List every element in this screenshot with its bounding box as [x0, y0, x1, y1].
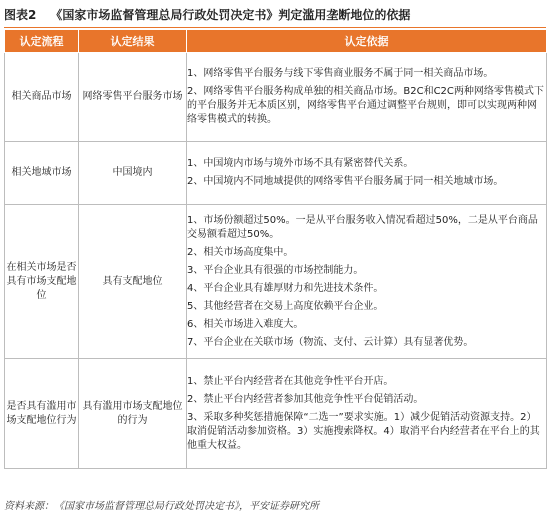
- table-row: [5, 359, 547, 469]
- basis-cell: [187, 359, 547, 469]
- basis-item: 3、平台企业具有很强的市场控制能力。: [187, 264, 364, 276]
- result-cell: 网络零售平台服务市场: [79, 53, 187, 142]
- table-header-row: [5, 30, 547, 53]
- figure-title-text: 《国家市场监督管理总局行政处罚决定书》判定滥用垄断地位的依据: [50, 8, 411, 22]
- basis-item: 1、市场份额超过50%。一是从平台服务收入情况看超过50%，二是从平台商品交易额看超过50%。: [187, 214, 538, 240]
- basis-item: 4、平台企业具有雄厚财力和先进技术条件。: [187, 282, 384, 294]
- table-row: [5, 142, 547, 205]
- basis-item: 2、相关市场高度集中。: [187, 246, 294, 258]
- basis-item: 1、禁止平台内经营者在其他竞争性平台开店。: [187, 375, 394, 387]
- table-row: [5, 53, 547, 142]
- basis-item: 5、其他经营者在交易上高度依赖平台企业。: [187, 300, 384, 312]
- basis-item: 2、中国境内不同地域提供的网络零售平台服务属于同一相关地域市场。: [187, 176, 504, 187]
- basis-item: 3、采取多种奖惩措施保障“二选一”要求实施。1）减少促销活动资源支持。2）取消促销活动参加资格。3）实施搜索降权。4）取消平台内经营者在平台上的其他重大权益。: [187, 411, 540, 451]
- header-process: 认定流程: [5, 30, 79, 53]
- process-cell: 是否具有滥用市场支配地位行为: [5, 359, 79, 469]
- process-cell: 在相关市场是否具有市场支配地位: [5, 205, 79, 359]
- basis-cell: [187, 142, 547, 205]
- basis-cell: [187, 205, 547, 359]
- result-cell: 具有支配地位: [79, 205, 187, 359]
- process-cell: 相关地域市场: [5, 142, 79, 205]
- basis-cell: [187, 53, 547, 142]
- process-cell: 相关商品市场: [5, 53, 79, 142]
- header-result: 认定结果: [79, 30, 187, 53]
- source-note: 资料来源：《国家市场监督管理总局行政处罚决定书》，平安证券研究所: [4, 501, 319, 512]
- title-divider: [4, 27, 546, 28]
- figure-title: [4, 4, 546, 26]
- basis-item: 7、平台企业在关联市场（物流、支付、云计算）具有显著优势。: [187, 336, 474, 348]
- basis-item: 1、网络零售平台服务与线下零售商业服务不属于同一相关商品市场。: [187, 68, 494, 79]
- table-row: [5, 205, 547, 359]
- basis-item: 6、相关市场进入难度大。: [187, 318, 304, 330]
- result-cell: 具有滥用市场支配地位的行为: [79, 359, 187, 469]
- basis-item: 1、中国境内市场与境外市场不具有紧密替代关系。: [187, 158, 414, 169]
- result-cell: 中国境内: [79, 142, 187, 205]
- figure-label: 图表2: [4, 8, 37, 22]
- basis-item: 2、禁止平台内经营者参加其他竞争性平台促销活动。: [187, 393, 424, 405]
- basis-item: 2、网络零售平台服务构成单独的相关商品市场。B2C和C2C两种网络零售模式下的平台服务并无本质区别，网络零售平台通过调整平台规则，即可以实现两种网络零售模式的转换。: [187, 86, 544, 125]
- criteria-table: [4, 29, 547, 469]
- header-basis: 认定依据: [187, 30, 547, 53]
